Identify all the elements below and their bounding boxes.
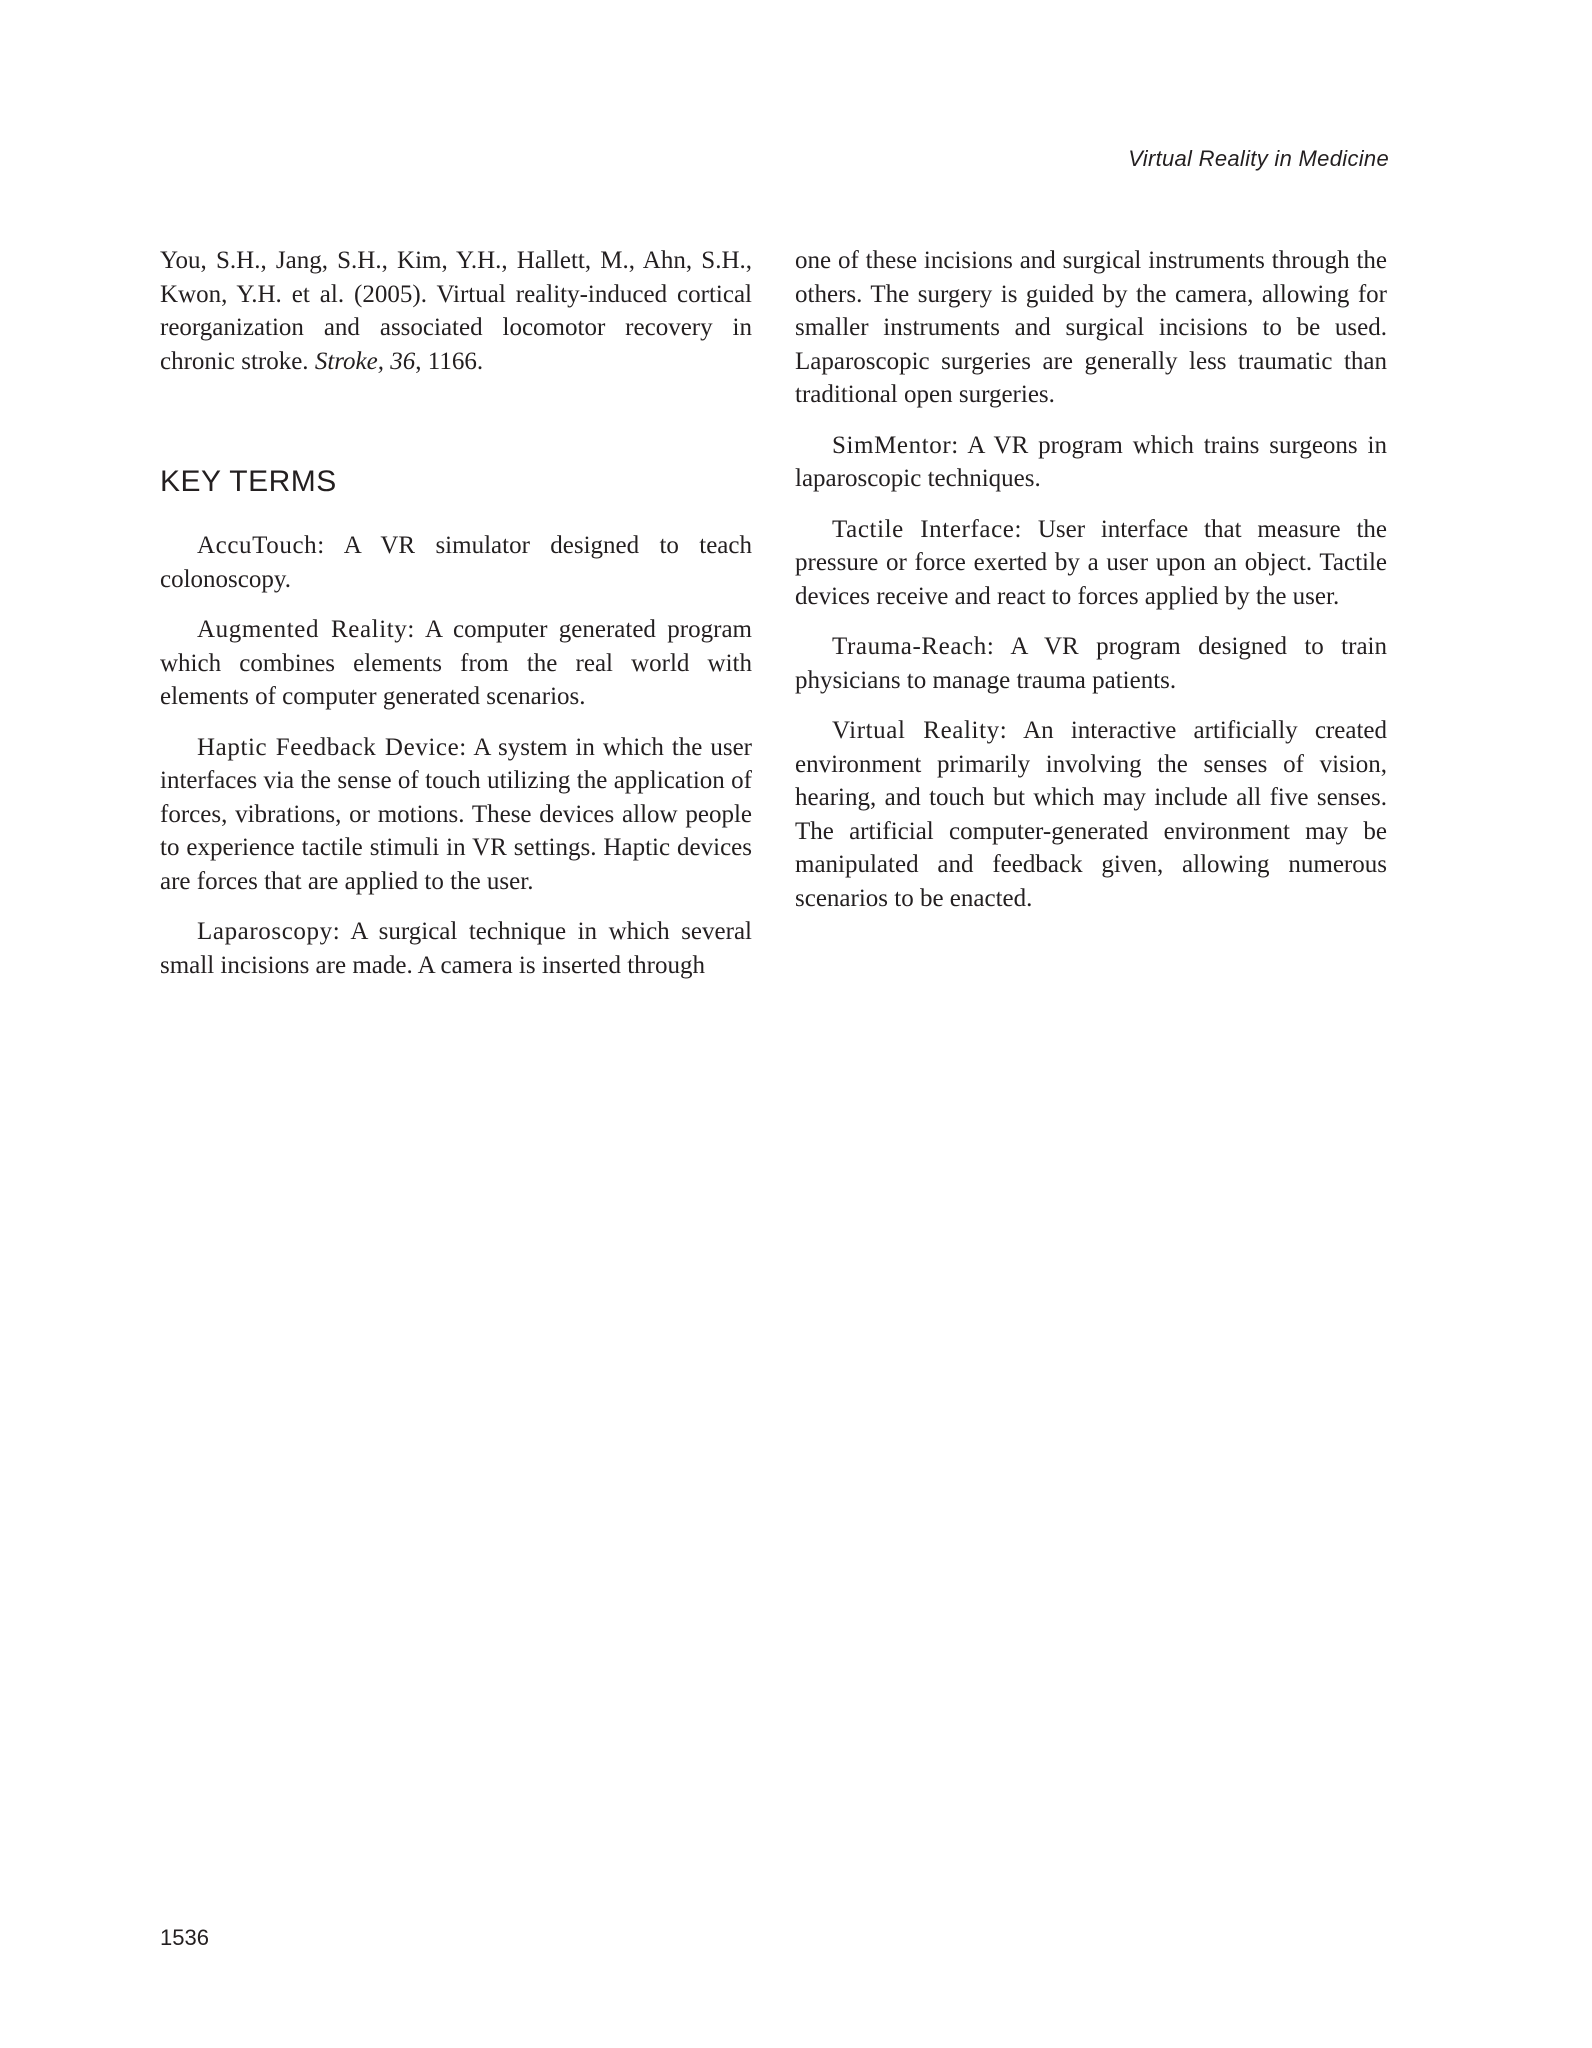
term-definition: An interactive artificially created environment primarily involving the senses of vision, hearing, and touch but which may include all five senses. The artificial computer-generated environment may be manipulated and feedback given, allowing numerous scenarios to be enacted. xyxy=(795,717,1388,912)
term-name: Tactile Interface: xyxy=(832,515,1023,543)
term-laparoscopy xyxy=(160,915,752,982)
term-name: Virtual Reality: xyxy=(832,717,1008,744)
term-name: Trauma-Reach: xyxy=(832,633,995,660)
reference-entry xyxy=(160,244,752,378)
term-name: Haptic Feedback Device: xyxy=(197,733,467,761)
term-tactile-interface xyxy=(795,513,1387,614)
laparoscopy-continuation: one of these incisions and surgical instruments through the others. The surgery is guided by the camera, allowing for smaller instruments and surgical incisions to be used. Laparoscopic surgeries are generally less traumatic than traditional open surgeries. xyxy=(795,247,1387,408)
term-definition: A surgical technique in which several small incisions are made. A camera is inserted through xyxy=(160,918,752,979)
reference-text: You, S.H., Jang, S.H., Kim, Y.H., Hallett, M., Ahn, S.H., Kwon, Y.H. et al. (2005). Virtual reality-induced cortical reorganization and associated locomotor recovery in chronic stroke. xyxy=(160,247,752,375)
term-definition: User interface that measure the pressure or force exerted by a user upon an object. Tactile devices receive and react to forces applied by the user. xyxy=(795,515,1387,610)
term-haptic-feedback-device xyxy=(160,731,752,899)
left-column xyxy=(160,244,752,999)
term-name: SimMentor: xyxy=(832,431,959,459)
right-column xyxy=(795,244,1387,932)
term-definition: A VR simulator designed to teach colonoscopy. xyxy=(160,532,752,593)
running-head: Virtual Reality in Medicine xyxy=(1128,146,1389,171)
term-trauma-reach xyxy=(795,630,1387,697)
term-simmentor xyxy=(795,429,1387,496)
term-definition: A computer generated program which combines elements from the real world with elements of computer generated scenarios. xyxy=(160,616,752,710)
term-name: Augmented Reality: xyxy=(197,616,415,643)
term-accutouch xyxy=(160,529,752,596)
reference-pages: , 1166. xyxy=(415,347,484,375)
section-heading: KEY TERMS xyxy=(160,465,337,498)
term-virtual-reality xyxy=(795,714,1387,915)
page-number: 1536 xyxy=(160,1925,209,1950)
term-definition: A VR program which trains surgeons in laparoscopic techniques. xyxy=(795,431,1387,492)
term-augmented-reality xyxy=(160,613,752,714)
term-definition: A system in which the user interfaces via the sense of touch utilizing the application of forces, vibrations, or motions. These devices allow people to experience tactile stimuli in VR settings. Haptic devices are forces that are applied to the user. xyxy=(160,733,752,895)
term-definition: A VR program designed to train physicians to manage trauma patients. xyxy=(795,633,1387,694)
term-name: AccuTouch: xyxy=(197,532,325,559)
term-name: Laparoscopy: xyxy=(197,918,341,945)
reference-journal: Stroke, 36 xyxy=(314,347,416,375)
